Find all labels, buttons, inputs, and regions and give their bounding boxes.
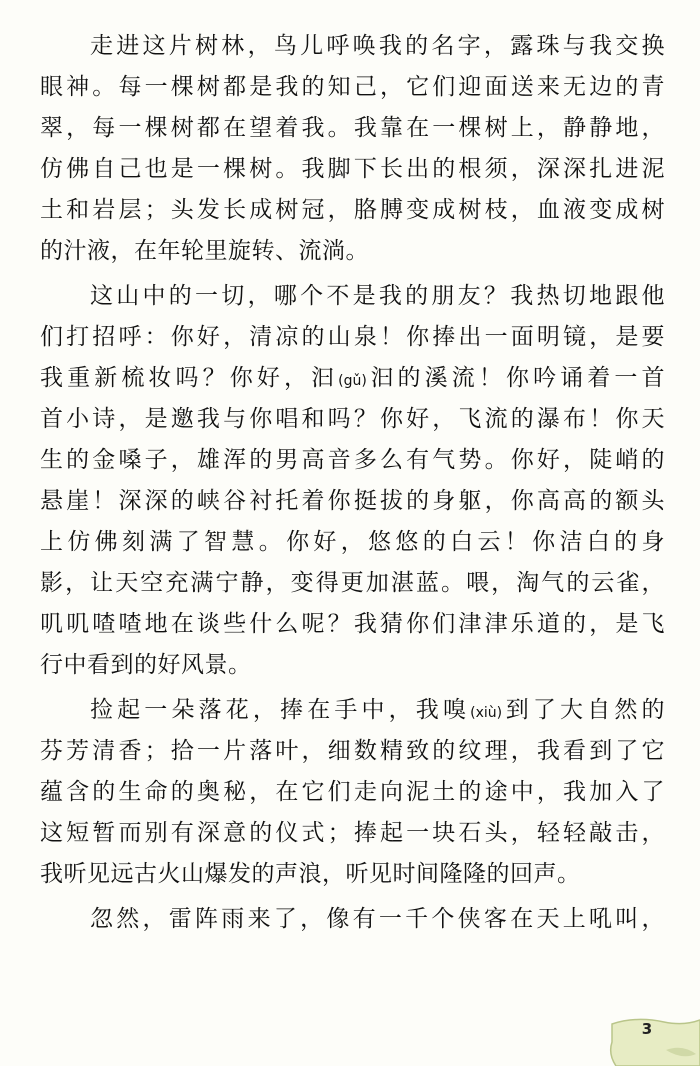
text-line: 这山中的一切，哪个不是我的朋友？我热切地跟他	[90, 283, 665, 309]
text-line: 行中看到的好风景。	[40, 652, 252, 678]
text-line: 悬崖！深深的峡谷衬托着你挺拔的身躯，你高高的额头	[40, 488, 665, 514]
page-number: 3	[641, 1020, 653, 1038]
text-line: 仿佛自己也是一棵树。我脚下长出的根须，深深扎进泥	[40, 156, 665, 182]
text-line: 影，让天空充满宁静，变得更加湛蓝。喂，淘气的云雀，	[40, 570, 665, 596]
text-line: 翠，每一棵树都在望着我。我靠在一棵树上，静静地，	[40, 115, 665, 141]
text-segment: 到了大自然的	[502, 697, 666, 723]
text-segment: 我重新梳妆吗？你好，汩	[40, 365, 339, 391]
text-line: 走进这片树林，鸟儿呼唤我的名字，露珠与我交换	[90, 33, 665, 59]
text-line: 上仿佛刻满了智慧。你好，悠悠的白云！你洁白的身	[40, 529, 665, 555]
text-segment: 汩的溪流！你吟诵着一首	[366, 365, 666, 391]
text-line: 叽叽喳喳地在谈些什么呢？我猜你们津津乐道的，是飞	[40, 611, 665, 637]
text-line	[40, 690, 665, 731]
text-line: 蕴含的生命的奥秘，在它们走向泥土的途中，我加入了	[40, 779, 665, 805]
paragraph	[40, 899, 665, 940]
text-line: 们打招呼：你好，清凉的山泉！你捧出一面明镜，是要	[40, 324, 665, 350]
paragraph	[40, 690, 665, 895]
pinyin-annotation: (gǔ)	[338, 373, 367, 389]
text-line: 土和岩层；头发长成树冠，胳膊变成树枝，血液变成树	[40, 197, 665, 223]
paragraph	[40, 276, 665, 686]
text-line: 眼神。每一棵树都是我的知己，它们迎面送来无边的青	[40, 74, 665, 100]
paragraph	[40, 26, 665, 272]
text-page	[40, 26, 665, 940]
text-line: 忽然，雷阵雨来了，像有一千个侠客在天上吼叫，	[90, 906, 665, 932]
text-line: 生的金嗓子，雄浑的男高音多么有气势。你好，陡峭的	[40, 447, 665, 473]
text-line: 芬芳清香；拾一片落叶，细数精致的纹理，我看到了它	[40, 738, 665, 764]
text-line: 首小诗，是邀我与你唱和吗？你好，飞流的瀑布！你天	[40, 406, 665, 432]
pinyin-annotation: (xiù)	[470, 705, 503, 721]
text-segment: 捡起一朵落花，捧在手中，我嗅	[90, 697, 471, 723]
text-line: 我听见远古火山爆发的声浪，听见时间隆隆的回声。	[40, 861, 581, 887]
text-line	[40, 358, 665, 399]
text-line: 这短暂而别有深意的仪式；捧起一块石头，轻轻敲击，	[40, 820, 665, 846]
text-line: 的汁液，在年轮里旋转、流淌。	[40, 238, 369, 264]
